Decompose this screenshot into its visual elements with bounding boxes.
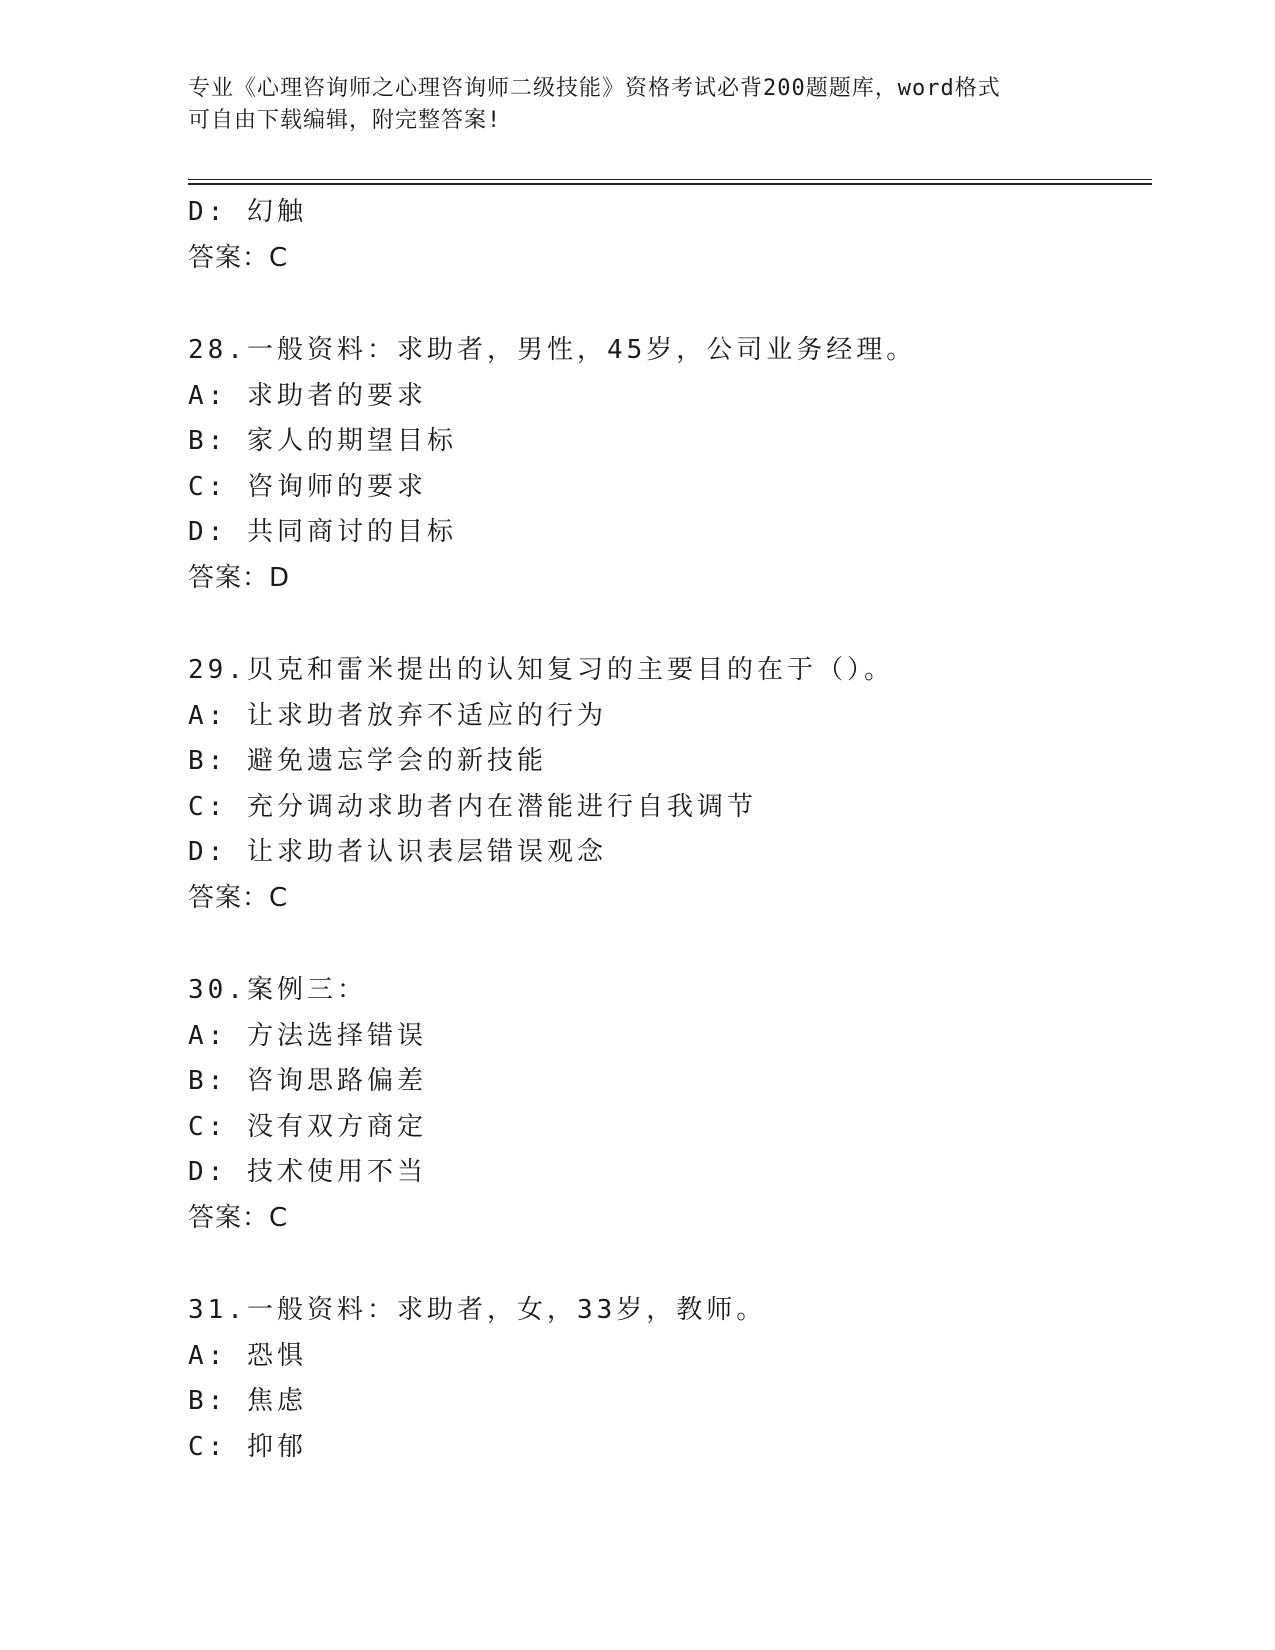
header-divider-thick [188, 183, 1152, 185]
answer-line: 答案：C [188, 882, 289, 913]
question-28 [188, 328, 1152, 601]
option-d: D: 让求助者认识表层错误观念 [188, 837, 607, 867]
header-line-2: 可自由下载编辑，附完整答案! [188, 108, 502, 133]
question-29 [188, 648, 1152, 921]
option-d: D: 幻触 [188, 197, 307, 227]
answer-line: 答案：C [188, 242, 289, 273]
option-a: A: 求助者的要求 [188, 380, 427, 411]
question-31 [188, 1288, 1152, 1470]
header-line-1: 专业《心理咨询师之心理咨询师二级技能》资格考试必背200题题库，word格式 [188, 76, 1001, 101]
option-a: A: 让求助者放弃不适应的行为 [188, 700, 607, 731]
answer-line: 答案：D [188, 562, 291, 593]
question-stem: 31.一般资料：求助者，女，33岁，教师。 [188, 1295, 767, 1325]
answer-line: 答案：C [188, 1202, 289, 1233]
option-d: D: 共同商讨的目标 [188, 517, 457, 547]
header-divider-thin [188, 179, 1152, 180]
question-list [188, 190, 1152, 1470]
question-30 [188, 968, 1152, 1241]
spacer [188, 281, 1152, 328]
option-a: A: 方法选择错误 [188, 1020, 427, 1051]
option-b: B: 家人的期望目标 [188, 426, 457, 456]
option-b: B: 避免遗忘学会的新技能 [188, 746, 547, 776]
question-stem: 28.一般资料：求助者，男性，45岁，公司业务经理。 [188, 335, 917, 365]
option-c: C: 抑郁 [188, 1431, 307, 1462]
question-stem: 30.案例三： [188, 975, 367, 1005]
option-c: C: 咨询师的要求 [188, 471, 427, 502]
spacer [188, 1241, 1152, 1288]
question-stem: 29.贝克和雷米提出的认知复习的主要目的在于（）。 [188, 655, 894, 685]
option-a: A: 恐惧 [188, 1340, 307, 1371]
spacer [188, 921, 1152, 968]
option-c: C: 没有双方商定 [188, 1111, 427, 1142]
option-b: B: 焦虑 [188, 1386, 307, 1416]
spacer [188, 601, 1152, 648]
option-c: C: 充分调动求助者内在潜能进行自我调节 [188, 791, 757, 822]
option-d: D: 技术使用不当 [188, 1157, 427, 1187]
document-header [188, 73, 1068, 137]
option-b: B: 咨询思路偏差 [188, 1066, 427, 1096]
